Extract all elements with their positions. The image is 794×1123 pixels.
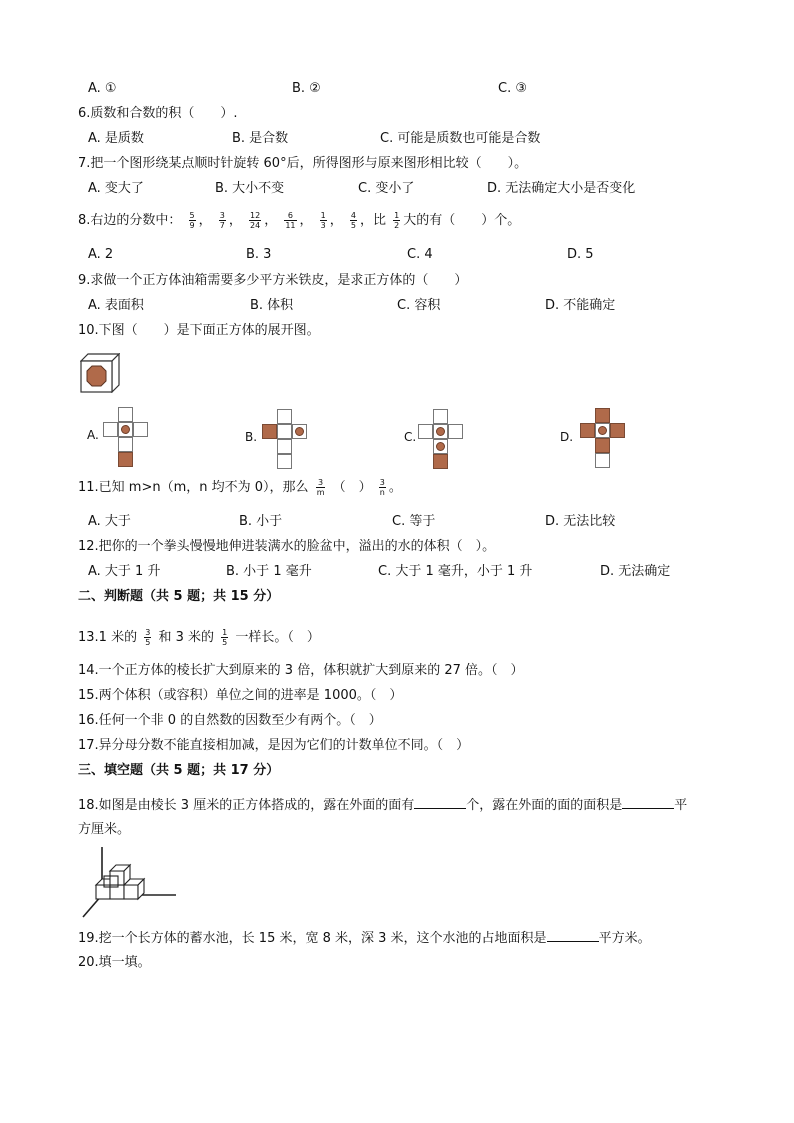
fraction: $\frac{1}{3}$: [320, 211, 326, 230]
q8-prefix: 8.右边的分数中：: [78, 213, 182, 228]
q12-option-d: D. 无法确定: [600, 564, 671, 579]
q6-option-a: A. 是质数: [88, 131, 144, 146]
q11-stem: 11.已知 m>n（m，n 均不为 0），那么 $\frac{3}{m}$ （ ） $\frac{3}{n}$ 。: [78, 478, 402, 497]
q13-stem: 13.1 米的 $\frac{3}{5}$ 和 3 米的 $\frac{1}{5}$ 一样长。（ ）: [78, 628, 320, 647]
q12-option-a: A. 大于 1 升: [88, 564, 161, 579]
q19-stem: 19.挖一个长方体的蓄水池，长 15 米，宽 8 米，深 3 米，这个水池的占地面积是 平方米。: [78, 931, 651, 946]
q7-option-c: C. 变小了: [358, 181, 415, 196]
q20-stem: 20.填一填。: [78, 955, 151, 970]
q16-stem: 16.任何一个非 0 的自然数的因数至少有两个。（ ）: [78, 713, 382, 728]
q6-option-c: C. 可能是质数也可能是合数: [380, 131, 541, 146]
q5-option-b: B. ②: [292, 81, 321, 96]
q12-option-c: C. 大于 1 毫升，小于 1 升: [378, 564, 533, 579]
fraction: $\frac{12}{24}$: [250, 211, 261, 230]
answer-blank[interactable]: [622, 796, 674, 809]
q17-stem: 17.异分母分数不能直接相加减，是因为它们的计数单位不同。（ ）: [78, 738, 470, 753]
fraction: $\frac{3}{7}$: [219, 211, 225, 230]
q15-stem: 15.两个体积（或容积）单位之间的进率是 1000。（ ）: [78, 688, 403, 703]
fraction: $\frac{5}{9}$: [189, 211, 195, 230]
fraction: $\frac{4}{5}$: [350, 211, 356, 230]
q14-stem: 14.一个正方体的棱长扩大到原来的 3 倍，体积就扩大到原来的 27 倍。（ ）: [78, 663, 524, 678]
q9-option-d: D. 不能确定: [545, 298, 616, 313]
q11-option-b: B. 小于: [239, 514, 283, 529]
q6-stem: 6.质数和合数的积（ ）.: [78, 106, 238, 121]
fraction: $\frac{1}{5}$: [222, 628, 228, 647]
q11-option-d: D. 无法比较: [545, 514, 616, 529]
cube-figure: [80, 353, 120, 393]
q8-option-a: A. 2: [88, 247, 114, 262]
q10-stem: 10.下图（ ）是下面正方体的展开图。: [78, 323, 320, 338]
q7-option-a: A. 变大了: [88, 181, 144, 196]
answer-blank[interactable]: [547, 929, 599, 942]
q11-option-c: C. 等于: [392, 514, 436, 529]
q7-option-b: B. 大小不变: [215, 181, 285, 196]
q12-option-b: B. 小于 1 毫升: [226, 564, 312, 579]
section-title-fill-in: 三、填空题（共 5 题；共 17 分）: [78, 763, 280, 778]
q11-option-a: A. 大于: [88, 514, 131, 529]
q8-option-c: C. 4: [407, 247, 433, 262]
q9-option-b: B. 体积: [250, 298, 294, 313]
q8-option-d: D. 5: [567, 247, 594, 262]
fraction: $\frac{3}{5}$: [145, 628, 151, 647]
q6-option-b: B. 是合数: [232, 131, 289, 146]
q9-option-c: C. 容积: [397, 298, 441, 313]
compare-fraction: $\frac{1}{2}$: [394, 211, 400, 230]
net-a-label: A.: [87, 428, 99, 442]
q18-line1: 18.如图是由棱长 3 厘米的正方体搭成的，露在外面的面有 个，露在外面的面的面积是 平: [78, 798, 688, 813]
q7-stem: 7.把一个图形绕某点顺时针旋转 60°后，所得图形与原来图形相比较（ ）。: [78, 156, 528, 171]
q18-line2: 方厘米。: [78, 822, 131, 837]
q12-stem: 12.把你的一个拳头慢慢地伸进装满水的脸盆中，溢出的水的体积（ ）。: [78, 539, 496, 554]
fraction: $\frac{3}{n}$: [379, 478, 385, 497]
q8-option-b: B. 3: [246, 247, 272, 262]
q5-option-a: A. ①: [88, 81, 117, 96]
q9-option-a: A. 表面积: [88, 298, 144, 313]
section-title-judgment: 二、判断题（共 5 题；共 15 分）: [78, 589, 280, 604]
net-c-label: C.: [404, 430, 417, 444]
net-b-label: B.: [245, 430, 258, 444]
fraction: $\frac{3}{m}$: [316, 478, 325, 497]
net-d-label: D.: [560, 430, 574, 444]
q7-option-d: D. 无法确定大小是否变化: [487, 181, 636, 196]
q9-stem: 9.求做一个正方体油箱需要多少平方米铁皮，是求正方体的（ ）: [78, 273, 468, 288]
q8-stem: 8.右边的分数中： $\frac{5}{9}$ ， $\frac{3}{7}$ ， $\frac{12}{24}$ ， $\frac{6}{11}$ ， $\frac{1}{3}$ ， $\frac{4}{5}$ ，比 $\frac{1}{2}$ 大的有（ ）个。: [78, 211, 521, 230]
fraction: $\frac{6}{11}$: [285, 211, 296, 230]
answer-blank[interactable]: [414, 796, 466, 809]
stacked-cubes-figure: [80, 845, 180, 920]
q5-option-c: C. ③: [498, 81, 527, 96]
